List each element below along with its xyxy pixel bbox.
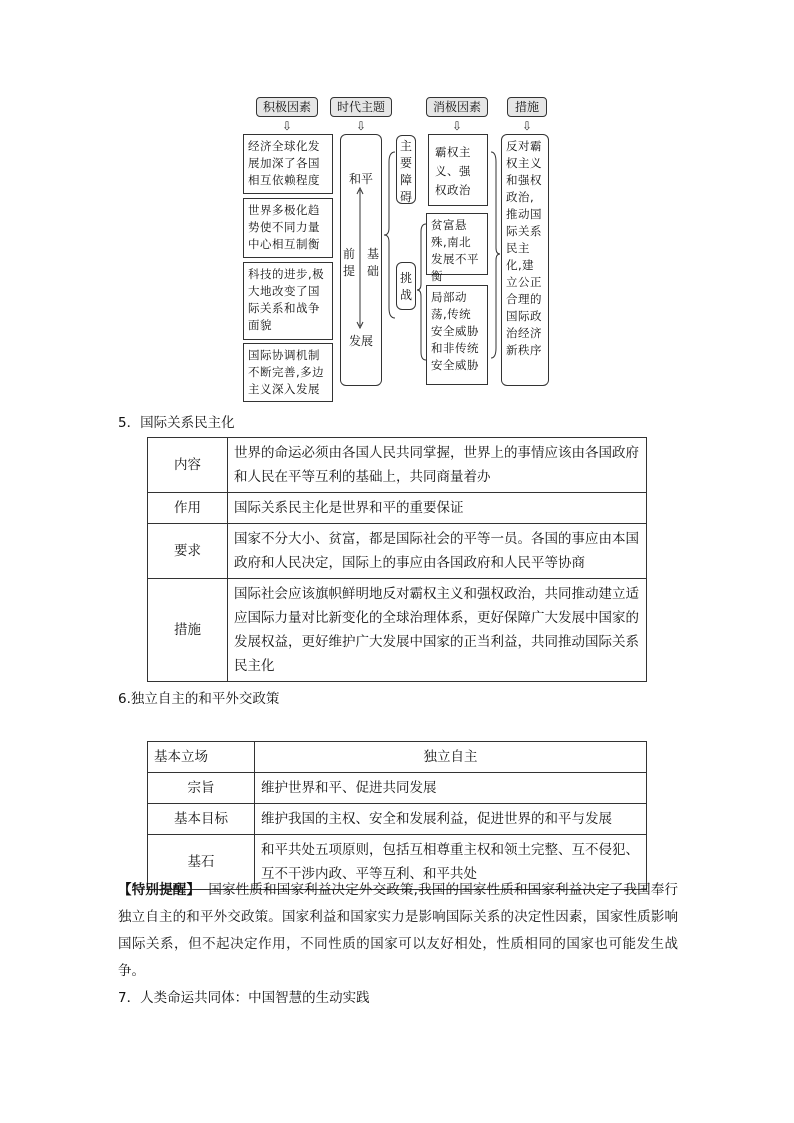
header-era-theme: 时代主题 (330, 97, 392, 117)
special-tip (118, 877, 678, 985)
section-6-table (147, 741, 647, 890)
row-key: 基石 (148, 835, 255, 890)
positive-factor-box: 科技的进步,极大地改变了国际关系和战争面貌 (243, 262, 333, 340)
main-obstacle-box: 霸权主义、强权政治 (428, 134, 488, 206)
section-5-title: 5．国际关系民主化 (118, 415, 235, 431)
row-key: 措施 (148, 579, 228, 682)
section-5-table (147, 437, 647, 682)
row-value: 国际社会应该旗帜鲜明地反对霸权主义和强权政治，共同推动建立适应国际力量对比新变化的全球治理体系，更好保障广大发展中国家的发展权益，更好维护广大发展中国家的正当利益，共同推动国际关系民主化 (228, 579, 647, 682)
header-negative-factors: 消极因素 (426, 97, 488, 117)
brace-icon (383, 150, 397, 320)
table-row (148, 579, 647, 682)
main-obstacle-label: 主要障碍 (399, 139, 412, 204)
table-row (148, 438, 647, 493)
row-key: 内容 (148, 438, 228, 493)
row-key: 宗旨 (148, 773, 255, 804)
positive-factor-box: 世界多极化趋势使不同力量中心相互制衡 (243, 198, 333, 258)
down-arrow-icon: ⇩ (281, 119, 293, 133)
theme-premise: 前提 (342, 247, 355, 278)
row-value: 国际关系民主化是世界和平的重要保证 (228, 493, 647, 524)
row-value: 国家不分大小、贫富，都是国际社会的平等一员。各国的事应由本国政府和人民决定，国际上的事应由各国政府和人民平等协商 (228, 524, 647, 579)
table-row (148, 524, 647, 579)
row-key: 基本立场 (148, 742, 255, 773)
tip-text: 国家性质和国家利益决定外交政策,我国的国家性质和国家利益决定了我国奉行独立自主的和平外交政策。国家利益和国家实力是影响国际关系的决定性因素，国家性质影响国际关系，但不起决定作用，不同性质的国家可以友好相处，性质相同的国家也可能发生战争。 (118, 882, 679, 979)
two-way-arrow-icon (356, 186, 364, 330)
challenge-box: 贫富悬殊,南北发展不平衡 (426, 213, 488, 275)
measures-box: 反对霸权主义和强权政治,推动国际关系民主化,建立公正合理的国际政治经济新秩序 (501, 134, 549, 386)
row-value: 维护我国的主权、安全和发展利益，促进世界的和平与发展 (255, 804, 647, 835)
section-7-title: 7．人类命运共同体：中国智慧的生动实践 (118, 990, 370, 1006)
theme-peace: 和平 (348, 172, 373, 186)
theme-basis: 基础 (366, 247, 379, 278)
down-arrow-icon: ⇩ (521, 119, 533, 133)
tip-label: 【特别提醒】 (118, 882, 201, 898)
row-value: 世界的命运必须由各国人民共同掌握，世界上的事情应该由各国政府和人民在平等互利的基础上，共同商量着办 (228, 438, 647, 493)
table-row (148, 493, 647, 524)
row-key: 基本目标 (148, 804, 255, 835)
table-row (148, 742, 647, 773)
challenge-box: 局部动荡,传统安全威胁和非传统安全威胁 (426, 285, 488, 385)
challenge-label: 挑战 (399, 271, 412, 302)
table-row (148, 773, 647, 804)
row-value: 和平共处五项原则，包括互相尊重主权和领土完整、互不侵犯、互不干涉内政、平等互利、和平共处 (255, 835, 647, 890)
row-key: 要求 (148, 524, 228, 579)
row-key: 作用 (148, 493, 228, 524)
down-arrow-icon: ⇩ (355, 119, 367, 133)
positive-factor-box: 经济全球化发展加深了各国相互依赖程度 (243, 134, 333, 194)
section-6-title: 6.独立自主的和平外交政策 (118, 691, 280, 707)
down-arrow-icon: ⇩ (451, 119, 463, 133)
table-row (148, 804, 647, 835)
brace-icon (489, 150, 501, 360)
row-value: 独立自主 (255, 742, 647, 773)
header-positive-factors: 积极因素 (256, 97, 318, 117)
positive-factor-box: 国际协调机制不断完善,多边主义深入发展 (243, 343, 333, 402)
row-value: 维护世界和平、促进共同发展 (255, 773, 647, 804)
header-measures: 措施 (507, 97, 547, 117)
theme-development: 发展 (348, 334, 373, 348)
